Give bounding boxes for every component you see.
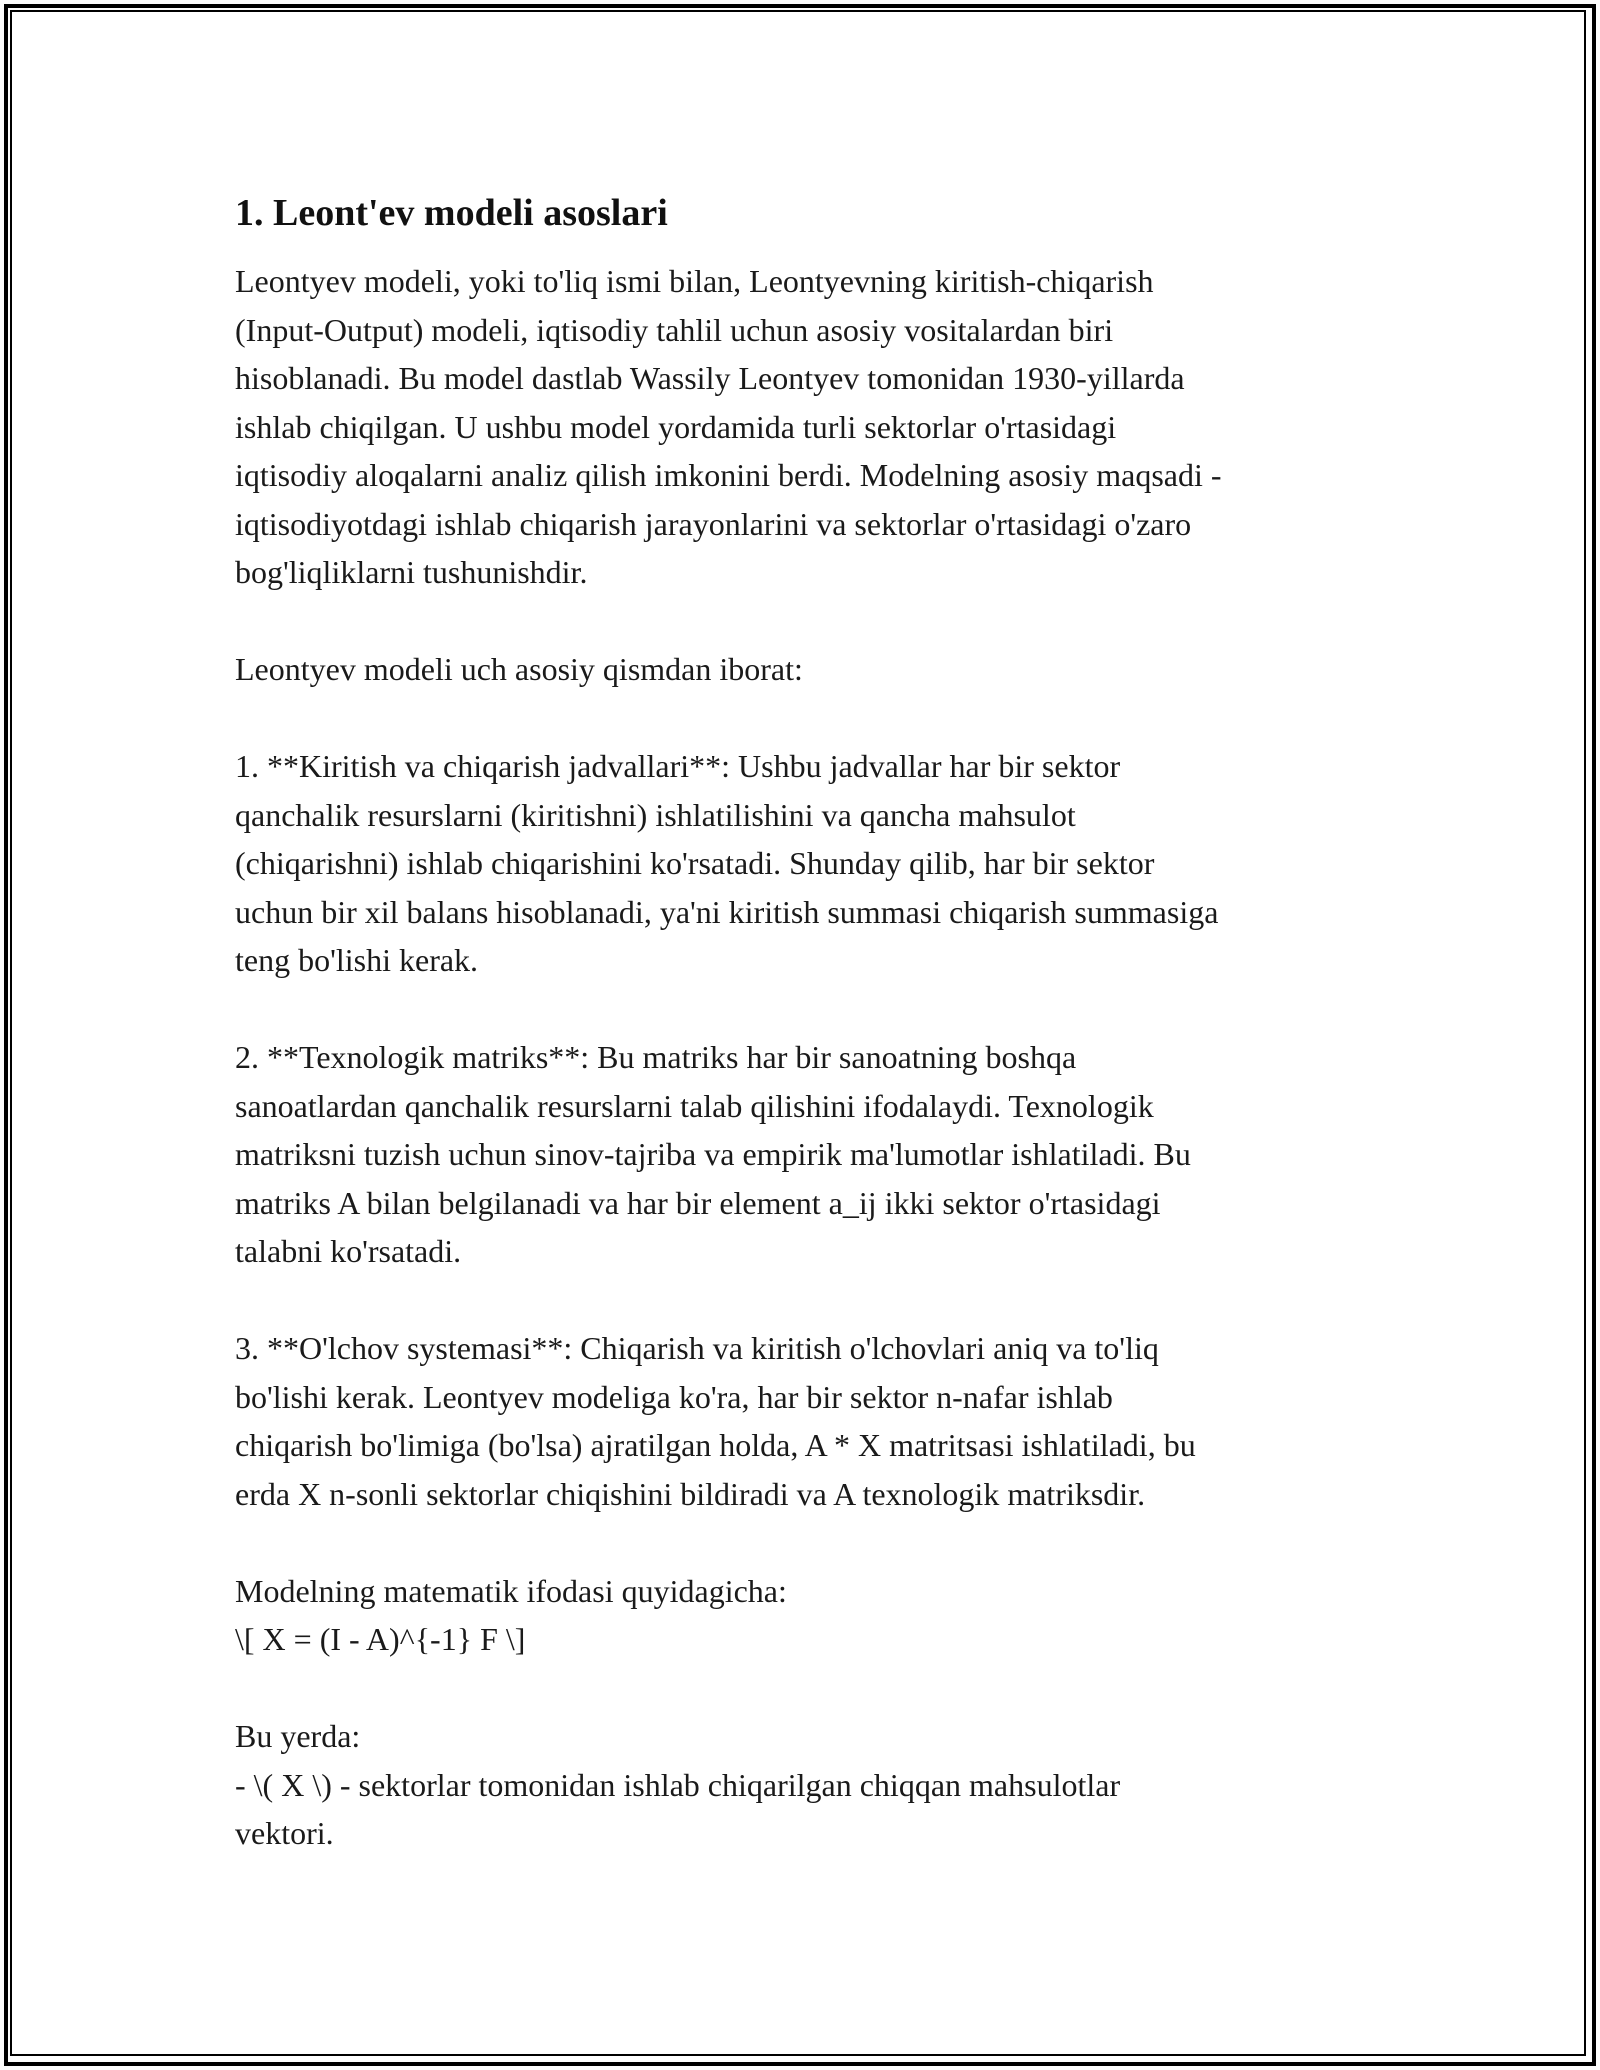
formula-paragraph: Modelning matematik ifodasi quyidagicha: \[ X = (I - A)^{-1} F \] bbox=[235, 1572, 787, 1657]
paragraph-gap bbox=[235, 694, 1375, 743]
list-item-3: 3. **O'lchov systemasi**: Chiqarish va kiritish o'lchovlari aniq va to'liq bo'lishi kerak. Leontyev modeliga ko'ra, har bir sektor n-nafar ishlab chiqarish bo'limiga (bo'lsa) ajratilgan holda, A * X matritsasi ishlatiladi, bu erda X n-sonli sektorlar chiqishini bildiradi va A texnologik matriksdir. bbox=[235, 1330, 1196, 1512]
parts-intro-paragraph: Leontyev modeli uch asosiy qismdan iborat: bbox=[235, 651, 803, 687]
document-body bbox=[235, 185, 1375, 1858]
paragraph-gap bbox=[235, 1276, 1375, 1325]
paragraph-gap bbox=[235, 1518, 1375, 1567]
list-item-2: 2. **Texnologik matriks**: Bu matriks har bir sanoatning boshqa sanoatlardan qanchalik resurslarni talab qilishini ifodalaydi. Texnologik matriksni tuzish uchun sinov-tajriba va empirik ma'lumotlar ishlatiladi. Bu matriks A bilan belgilanadi va har bir element a_ij ikki sektor o'rtasidagi talabni ko'rsatadi. bbox=[235, 1039, 1191, 1269]
explanation-paragraph: Bu yerda: - \( X \) - sektorlar tomonidan ishlab chiqarilgan chiqqan mahsulotlar vektori. bbox=[235, 1718, 1121, 1851]
paragraph-gap bbox=[235, 597, 1375, 646]
paragraph-gap bbox=[235, 985, 1375, 1034]
list-item-1: 1. **Kiritish va chiqarish jadvallari**: Ushbu jadvallar har bir sektor qanchalik resurslarni (kiritishni) ishlatilishini va qancha mahsulot (chiqarishni) ishlab chiqarishini ko'rsatadi. Shunday qilib, har bir sektor uchun bir xil balans hisoblanadi, ya'ni kiritish summasi chiqarish summasiga teng bo'lishi kerak. bbox=[235, 748, 1219, 978]
section-heading: 1. Leont'ev modeli asoslari bbox=[235, 192, 668, 234]
paragraph-gap bbox=[235, 1664, 1375, 1713]
intro-paragraph: Leontyev modeli, yoki to'liq ismi bilan, Leontyevning kiritish-chiqarish (Input-Output) modeli, iqtisodiy tahlil uchun asosiy vositalardan biri hisoblanadi. Bu model dastlab Wassily Leontyev tomonidan 1930-yillarda ishlab chiqilgan. U ushbu model yordamida turli sektorlar o'rtasidagi iqtisodiy aloqalarni analiz qilish imkonini berdi. Modelning asosiy maqsadi - iqtisodiyotdagi ishlab chiqarish jarayonlarini va sektorlar o'rtasidagi o'zaro bog'liqliklarni tushunishdir. bbox=[235, 263, 1222, 590]
